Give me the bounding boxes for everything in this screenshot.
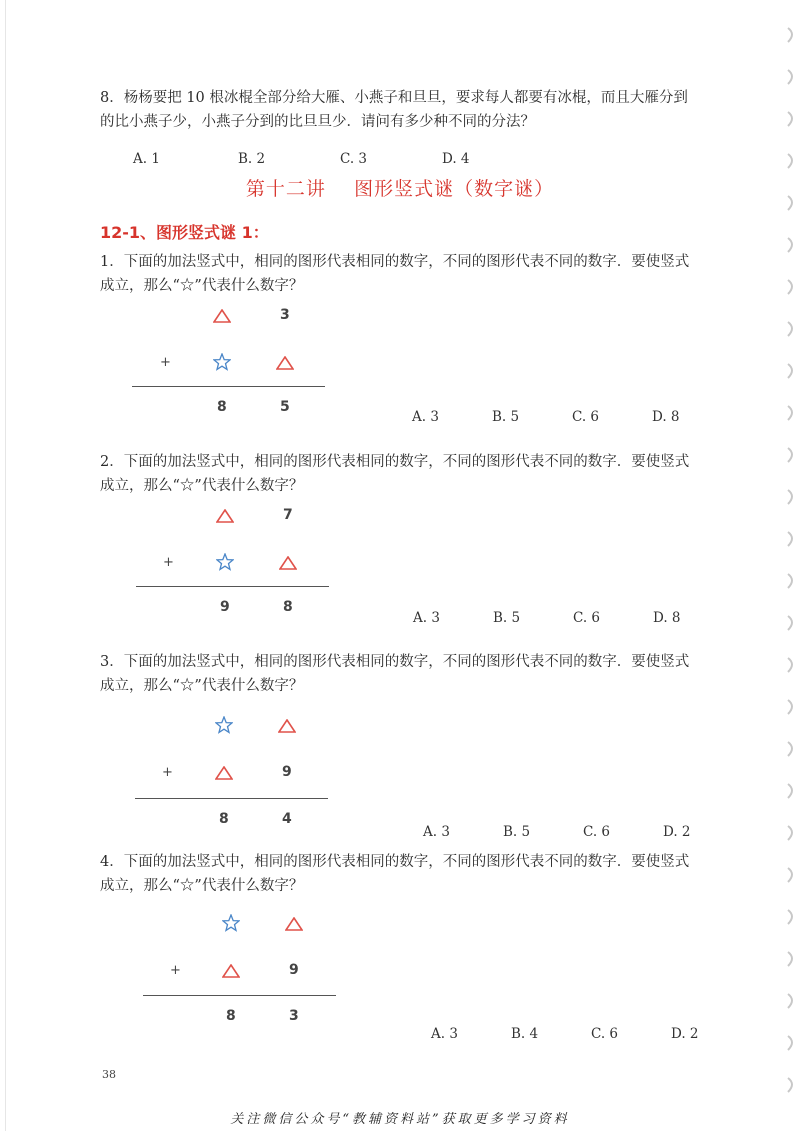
q4-option-a: A. 3 <box>431 1026 458 1042</box>
triangle-icon <box>215 765 233 779</box>
q4-option-c: C. 6 <box>591 1026 619 1042</box>
triangle-icon <box>276 355 294 369</box>
q3-result-digit: 8 <box>219 811 229 827</box>
q8-option-c: C. 3 <box>340 151 368 167</box>
section-heading: 12-1、图形竖式谜 1： <box>100 223 269 242</box>
q4-result-digit: 3 <box>289 1008 299 1024</box>
q2-text-line1: 2．下面的加法竖式中，相同的图形代表相同的数字，不同的图形代表不同的数字．要使竖式 <box>100 454 690 470</box>
triangle-icon <box>285 916 303 930</box>
page-edge-line <box>5 0 6 1131</box>
q2-text-line2: 成立，那么“☆”代表什么数字？ <box>100 478 304 494</box>
q2-option-c: C. 6 <box>573 610 601 626</box>
q3-plus-sign: + <box>162 765 173 780</box>
q2-option-b: B. 5 <box>493 610 521 626</box>
star-icon <box>216 553 234 571</box>
q3-option-c: C. 6 <box>583 824 611 840</box>
q3-option-b: B. 5 <box>503 824 531 840</box>
q1-text-line2: 成立，那么“☆”代表什么数字？ <box>100 278 304 294</box>
triangle-icon <box>216 508 234 522</box>
triangle-icon <box>278 718 296 732</box>
q3-text-line1: 3．下面的加法竖式中，相同的图形代表相同的数字，不同的图形代表不同的数字．要使竖式 <box>100 654 690 670</box>
binder-rings <box>776 0 800 1131</box>
star-icon <box>222 914 240 932</box>
star-icon <box>215 716 233 734</box>
q1-plus-sign: + <box>160 355 171 370</box>
q4-result-digit: 8 <box>226 1008 236 1024</box>
q2-result-digit: 9 <box>220 599 230 615</box>
q4-text-line2: 成立，那么“☆”代表什么数字？ <box>100 878 304 894</box>
triangle-icon <box>213 308 231 322</box>
q8-text-line1: 8．杨杨要把 10 根冰棍全部分给大雁、小燕子和旦旦，要求每人都要有冰棍，而且大雁分到 <box>100 90 688 106</box>
q1-option-d: D. 8 <box>652 409 680 425</box>
triangle-icon <box>279 555 297 569</box>
q1-option-b: B. 5 <box>492 409 520 425</box>
q8-text-line2: 的比小燕子少，小燕子分到的比旦旦少．请问有多少种不同的分法？ <box>100 114 535 130</box>
q2-plus-sign: + <box>163 555 174 570</box>
q8-option-b: B. 2 <box>238 151 266 167</box>
q4-sum-line <box>143 995 336 996</box>
q3-row2-digit: 9 <box>282 764 292 780</box>
q4-row2-digit: 9 <box>289 962 299 978</box>
lecture-title: 第十二讲 图形竖式谜（数字谜） <box>245 178 555 200</box>
q3-sum-line <box>135 798 328 799</box>
q2-option-a: A. 3 <box>413 610 440 626</box>
q8-option-d: D. 4 <box>442 151 470 167</box>
q1-result-digit: 8 <box>217 399 227 415</box>
star-icon <box>213 353 231 371</box>
q1-result-digit: 5 <box>280 399 290 415</box>
q2-sum-line <box>136 586 329 587</box>
q2-option-d: D. 8 <box>653 610 681 626</box>
q4-text-line1: 4．下面的加法竖式中，相同的图形代表相同的数字，不同的图形代表不同的数字．要使竖式 <box>100 854 690 870</box>
q3-option-a: A. 3 <box>423 824 450 840</box>
q1-text-line1: 1．下面的加法竖式中，相同的图形代表相同的数字，不同的图形代表不同的数字．要使竖式 <box>100 254 690 270</box>
q2-result-digit: 8 <box>283 599 293 615</box>
q4-option-d: D. 2 <box>671 1026 699 1042</box>
q1-option-c: C. 6 <box>572 409 600 425</box>
q1-option-a: A. 3 <box>412 409 439 425</box>
q4-plus-sign: + <box>170 963 181 978</box>
q1-sum-line <box>132 386 325 387</box>
footer-note: 关注微信公众号“教辅资料站”获取更多学习资料 <box>230 1112 570 1127</box>
q3-result-digit: 4 <box>282 811 292 827</box>
q1-row1-digit: 3 <box>280 307 290 323</box>
q4-option-b: B. 4 <box>511 1026 539 1042</box>
page-number: 38 <box>102 1068 116 1081</box>
q8-option-a: A. 1 <box>133 151 160 167</box>
q3-text-line2: 成立，那么“☆”代表什么数字？ <box>100 678 304 694</box>
q2-row1-digit: 7 <box>283 507 293 523</box>
triangle-icon <box>222 963 240 977</box>
q3-option-d: D. 2 <box>663 824 691 840</box>
